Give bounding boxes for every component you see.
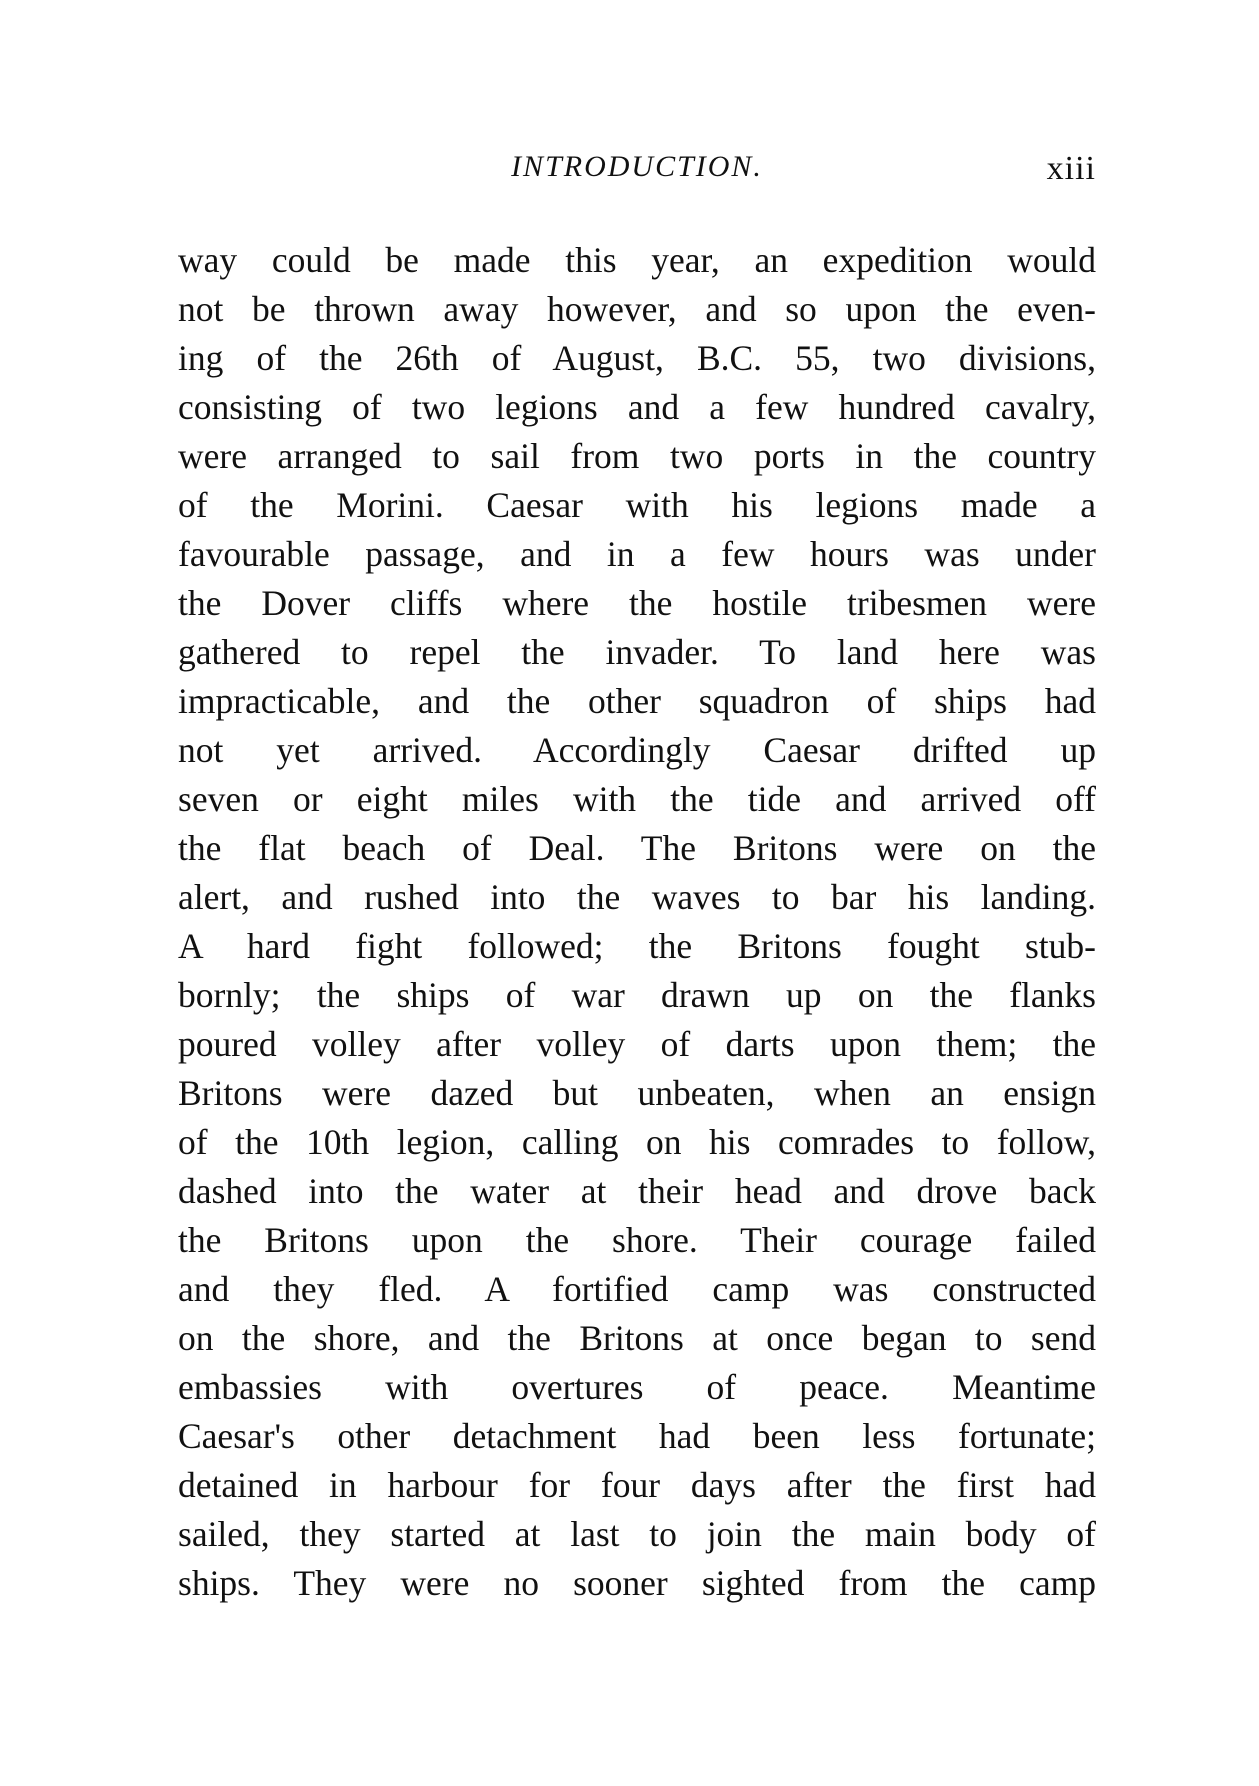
- text-line: alert, and rushed into the waves to bar his landing.: [178, 877, 1096, 917]
- text-line: on the shore, and the Britons at once began to send: [178, 1318, 1096, 1358]
- text-line: ships. They were no sooner sighted from the camp: [178, 1563, 1096, 1603]
- running-head: [178, 150, 1096, 190]
- page-number: xiii: [1046, 150, 1096, 187]
- body-text: [178, 236, 1096, 1608]
- text-line: gathered to repel the invader. To land here was: [178, 632, 1096, 672]
- text-line: not be thrown away however, and so upon the even-: [178, 289, 1096, 329]
- text-line: dashed into the water at their head and drove back: [178, 1171, 1096, 1211]
- text-line: poured volley after volley of darts upon them; the: [178, 1024, 1096, 1064]
- text-line: way could be made this year, an expedition would: [178, 240, 1096, 280]
- running-title: INTRODUCTION.: [511, 150, 763, 183]
- text-line: Britons were dazed but unbeaten, when an ensign: [178, 1073, 1096, 1113]
- text-line: of the 10th legion, calling on his comrades to follow,: [178, 1122, 1096, 1162]
- text-line: sailed, they started at last to join the main body of: [178, 1514, 1096, 1554]
- text-line: the flat beach of Deal. The Britons were on the: [178, 828, 1096, 868]
- text-line: A hard fight followed; the Britons fought stub-: [178, 926, 1096, 966]
- text-line: Caesar's other detachment had been less fortunate;: [178, 1416, 1096, 1456]
- text-line: of the Morini. Caesar with his legions made a: [178, 485, 1096, 525]
- text-line: embassies with overtures of peace. Meantime: [178, 1367, 1096, 1407]
- text-line: were arranged to sail from two ports in the country: [178, 436, 1096, 476]
- text-line: seven or eight miles with the tide and arrived off: [178, 779, 1096, 819]
- text-line: bornly; the ships of war drawn up on the flanks: [178, 975, 1096, 1015]
- text-line: and they fled. A fortified camp was constructed: [178, 1269, 1096, 1309]
- text-line: not yet arrived. Accordingly Caesar drifted up: [178, 730, 1096, 770]
- text-line: impracticable, and the other squadron of ships had: [178, 681, 1096, 721]
- text-line: the Dover cliffs where the hostile tribesmen were: [178, 583, 1096, 623]
- text-line: ing of the 26th of August, B.C. 55, two divisions,: [178, 338, 1096, 378]
- text-line: detained in harbour for four days after the first had: [178, 1465, 1096, 1505]
- text-line: consisting of two legions and a few hundred cavalry,: [178, 387, 1096, 427]
- text-line: favourable passage, and in a few hours was under: [178, 534, 1096, 574]
- text-line: the Britons upon the shore. Their courage failed: [178, 1220, 1096, 1260]
